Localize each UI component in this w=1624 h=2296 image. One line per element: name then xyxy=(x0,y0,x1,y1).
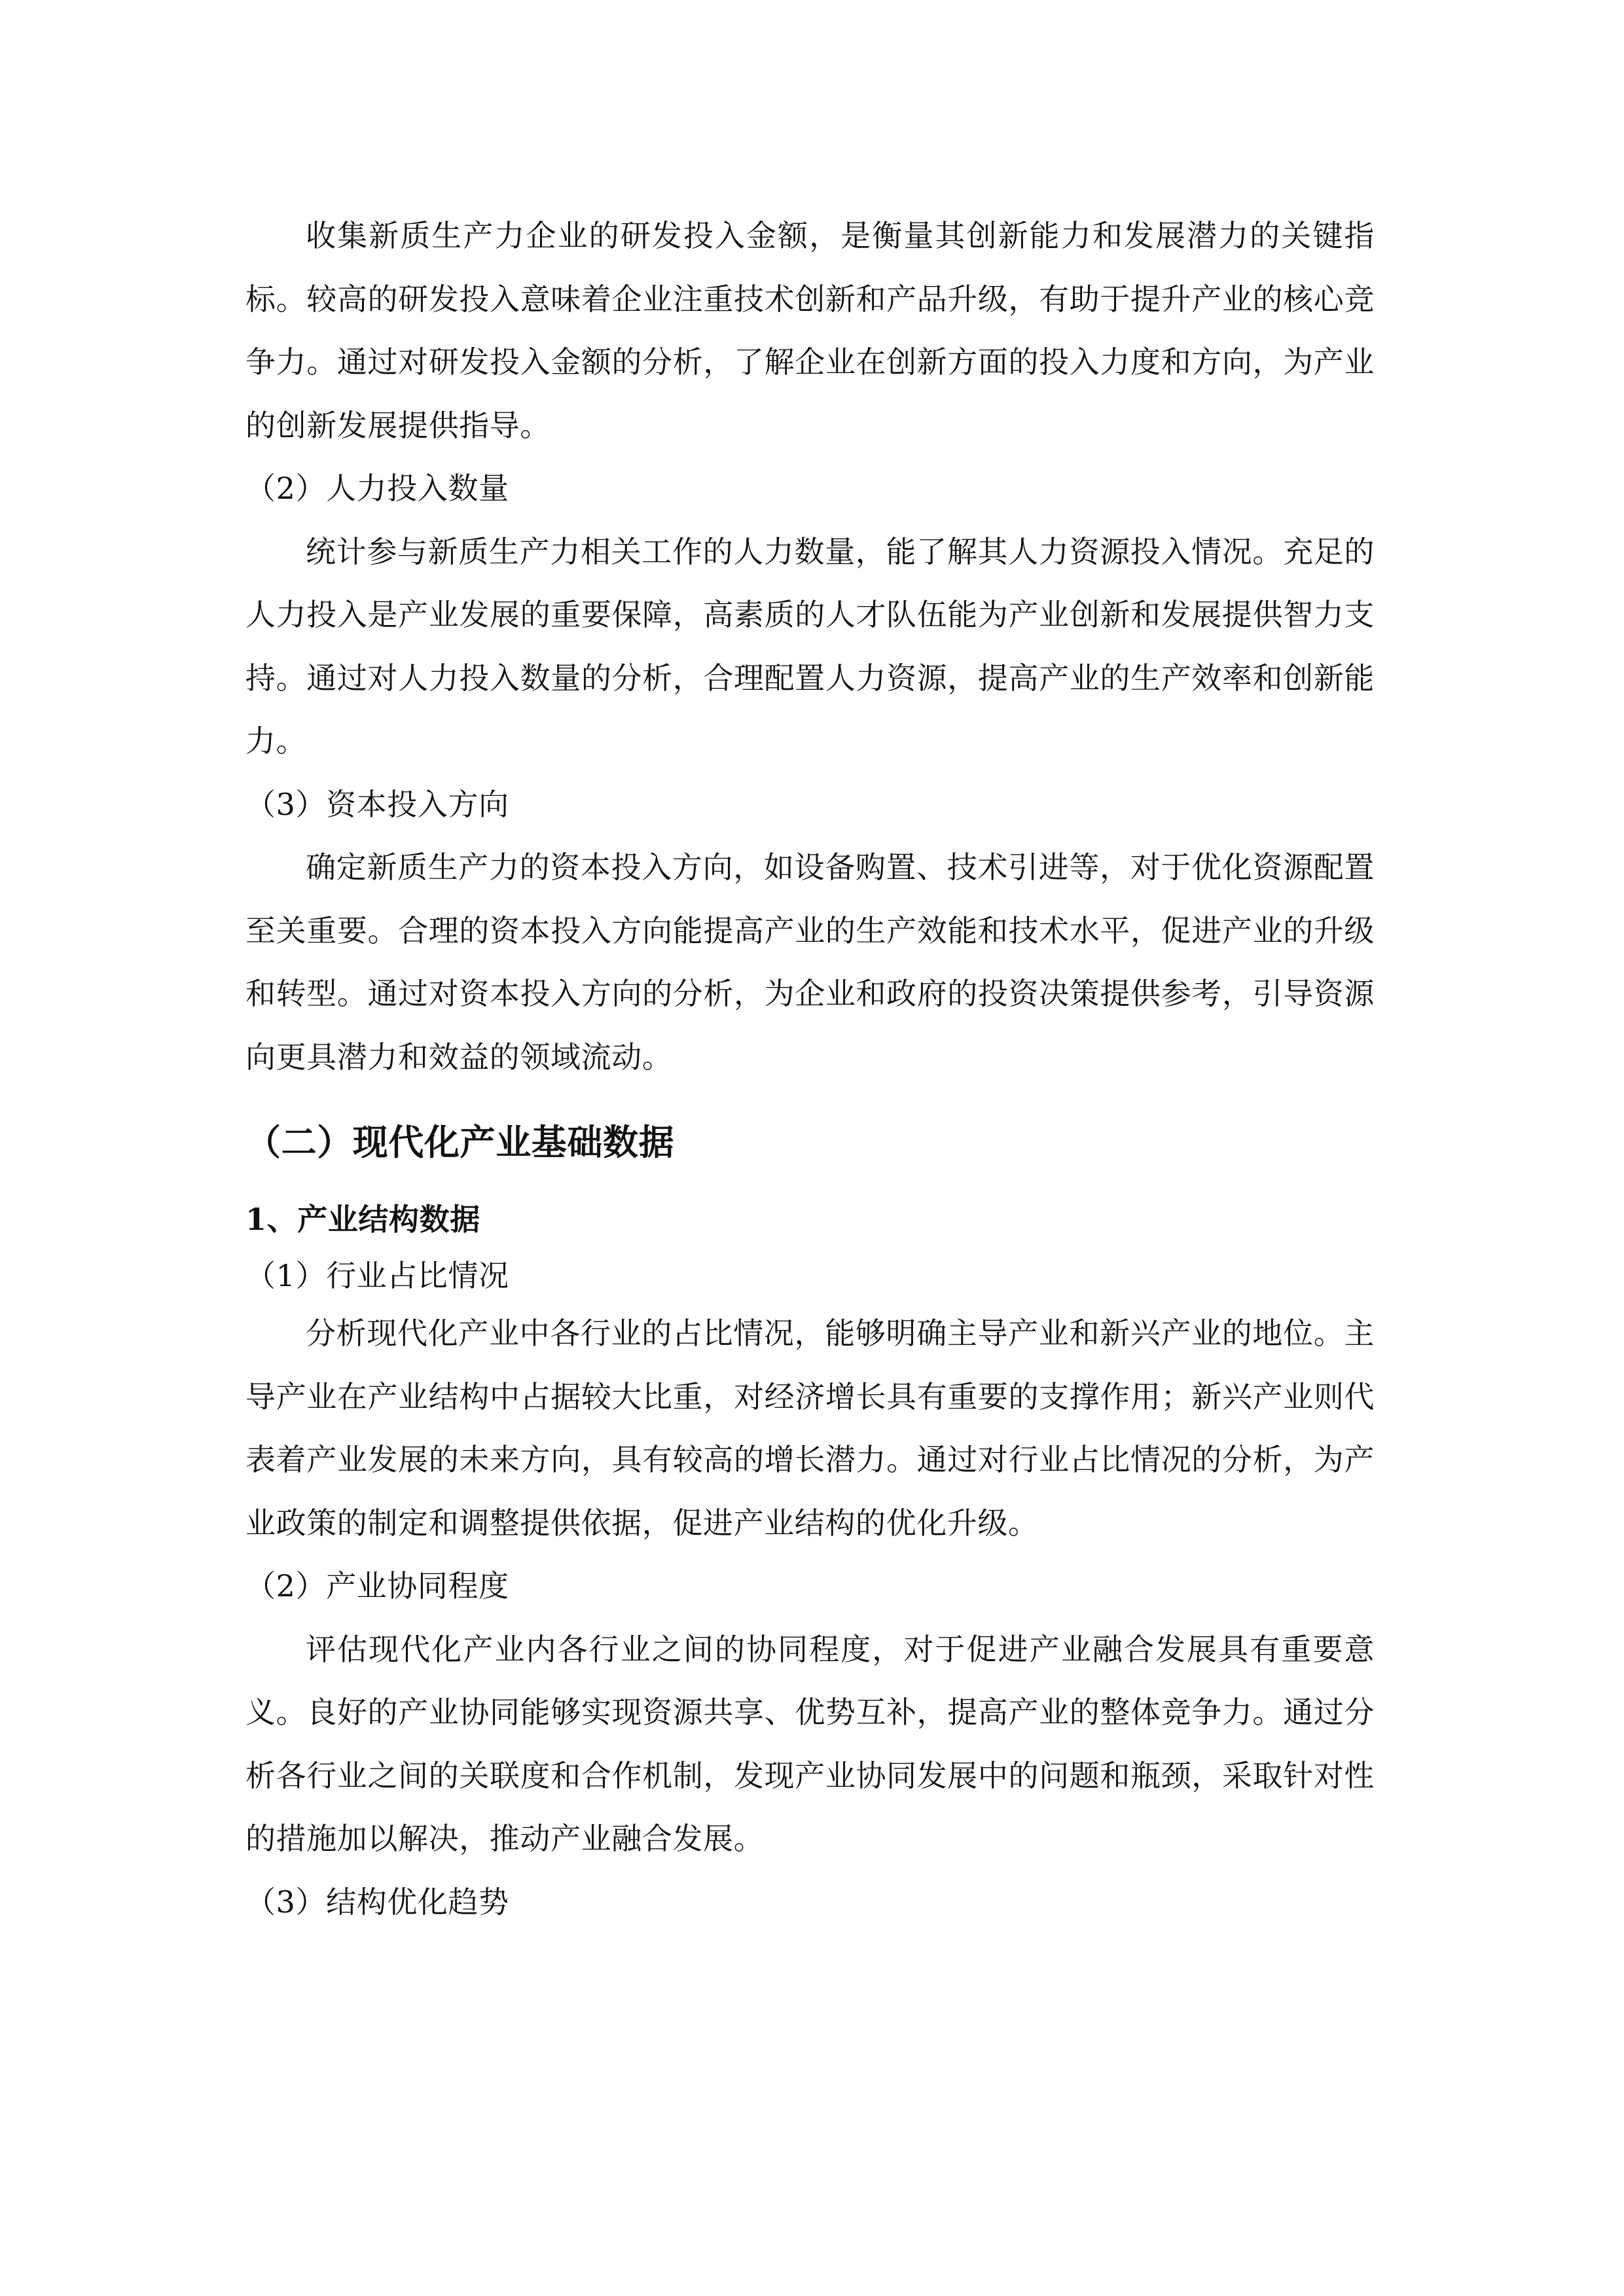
subheading-capital-direction: （3）资本投入方向 xyxy=(245,786,509,822)
subheading-industry-share: （1）行业占比情况 xyxy=(245,1258,509,1293)
subheading-structure-optimization: （3）结构优化趋势 xyxy=(245,1884,509,1920)
paragraph-industry-share: 分析现代化产业中各行业的占比情况，能够明确主导产业和新兴产业的地位。主导产业在产业结构中占据较大比重，对经济增长具有重要的支撑作用；新兴产业则代表着产业发展的未来方向，具有较高的增长潜力。通过对行业占比情况的分析，为产业政策的制定和调整提供依据，促进产业结构的优化升级。 xyxy=(245,1316,1375,1541)
paragraph-industry-synergy: 评估现代化产业内各行业之间的协同程度，对于促进产业融合发展具有重要意义。良好的产业协同能够实现资源共享、优势互补，提高产业的整体竞争力。通过分析各行业之间的关联度和合作机制，发现产业协同发展中的问题和瓶颈，采取针对性的措施加以解决，推动产业融合发展。 xyxy=(245,1631,1375,1856)
document-page xyxy=(245,204,1375,1933)
item-heading-industry-structure: 1、产业结构数据 xyxy=(245,1202,480,1237)
paragraph-labor-input: 统计参与新质生产力相关工作的人力数量，能了解其人力资源投入情况。充足的人力投入是产业发展的重要保障，高素质的人才队伍能为产业创新和发展提供智力支持。通过对人力投入数量的分析，合理配置人力资源，提高产业的生产效率和创新能力。 xyxy=(245,533,1375,759)
paragraph-rd-investment: 收集新质生产力企业的研发投入金额，是衡量其创新能力和发展潜力的关键指标。较高的研发投入意味着企业注重技术创新和产品升级，有助于提升产业的核心竞争力。通过对研发投入金额的分析，了解企业在创新方面的投入力度和方向，为产业的创新发展提供指导。 xyxy=(245,218,1375,443)
paragraph-capital-direction: 确定新质生产力的资本投入方向，如设备购置、技术引进等，对于优化资源配置至关重要。合理的资本投入方向能提高产业的生产效能和技术水平，促进产业的升级和转型。通过对资本投入方向的分析，为企业和政府的投资决策提供参考，引导资源向更具潜力和效益的领域流动。 xyxy=(245,850,1375,1075)
section-heading-modern-industry: （二）现代化产业基础数据 xyxy=(245,1121,675,1163)
subheading-industry-synergy: （2）产业协同程度 xyxy=(245,1568,509,1604)
subheading-labor-input: （2）人力投入数量 xyxy=(245,471,509,506)
